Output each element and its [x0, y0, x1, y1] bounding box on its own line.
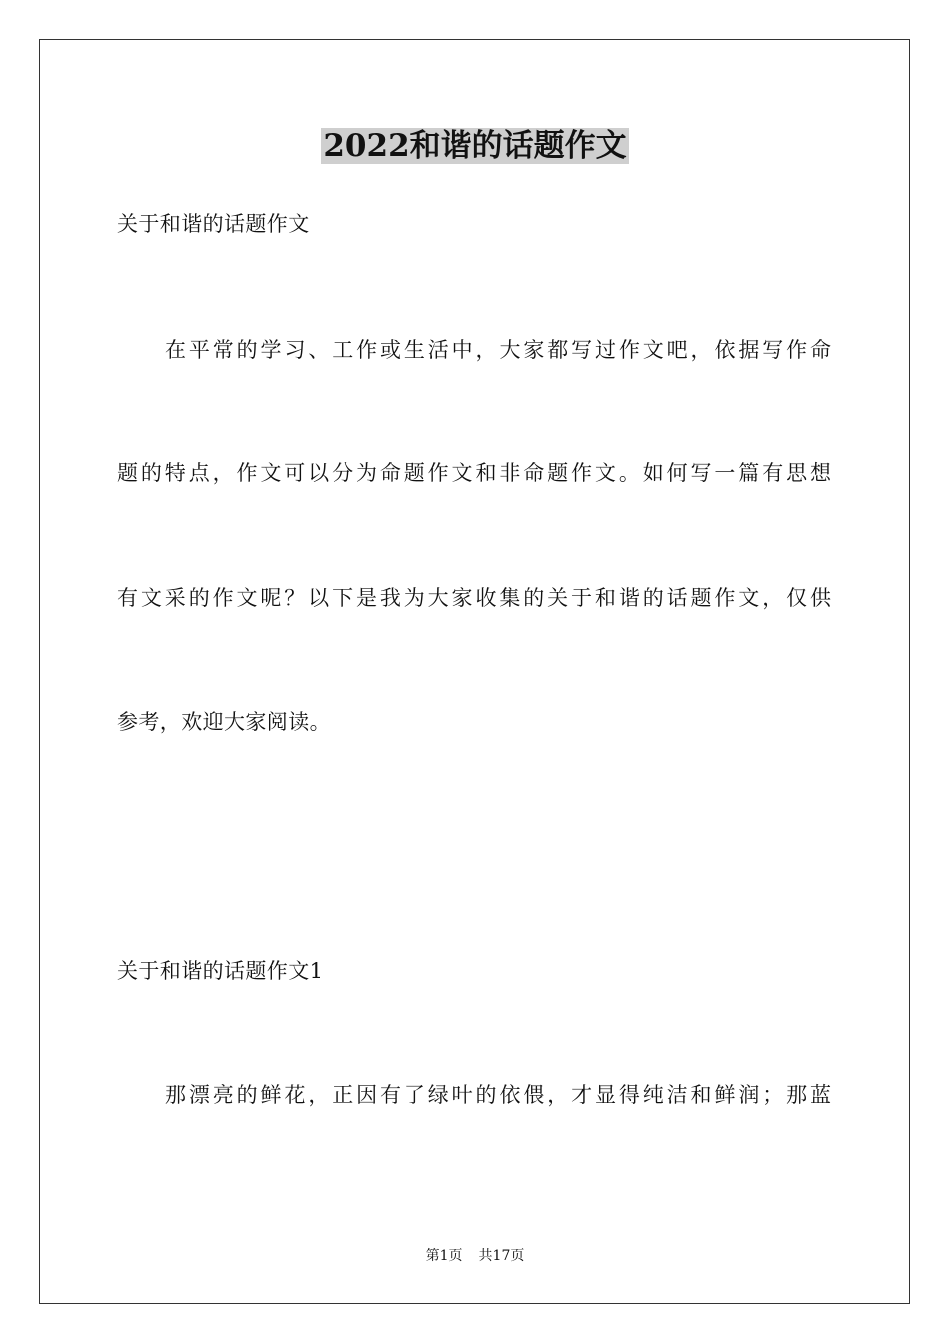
page-number: 第1页 [425, 1248, 463, 1264]
section1-line-1: 那漂亮的鲜花，正因有了绿叶的依偎，才显得纯洁和鲜润；那蓝 [165, 1083, 831, 1107]
subtitle: 关于和谐的话题作文 [117, 212, 310, 236]
intro-line-2: 题的特点，作文可以分为命题作文和非命题作文。如何写一篇有思想 [117, 461, 831, 485]
intro-line-3: 有文采的作文呢？以下是我为大家收集的关于和谐的话题作文，仅供 [117, 586, 831, 610]
intro-line-4: 参考，欢迎大家阅读。 [117, 710, 331, 734]
page-total: 共17页 [478, 1248, 525, 1264]
document-title [0, 126, 950, 166]
intro-line-1: 在平常的学习、工作或生活中，大家都写过作文吧，依据写作命 [165, 338, 831, 362]
page-footer [0, 1246, 950, 1266]
document-title-text: 2022和谐的话题作文 [323, 128, 627, 164]
section-heading-1: 关于和谐的话题作文1 [117, 959, 324, 983]
